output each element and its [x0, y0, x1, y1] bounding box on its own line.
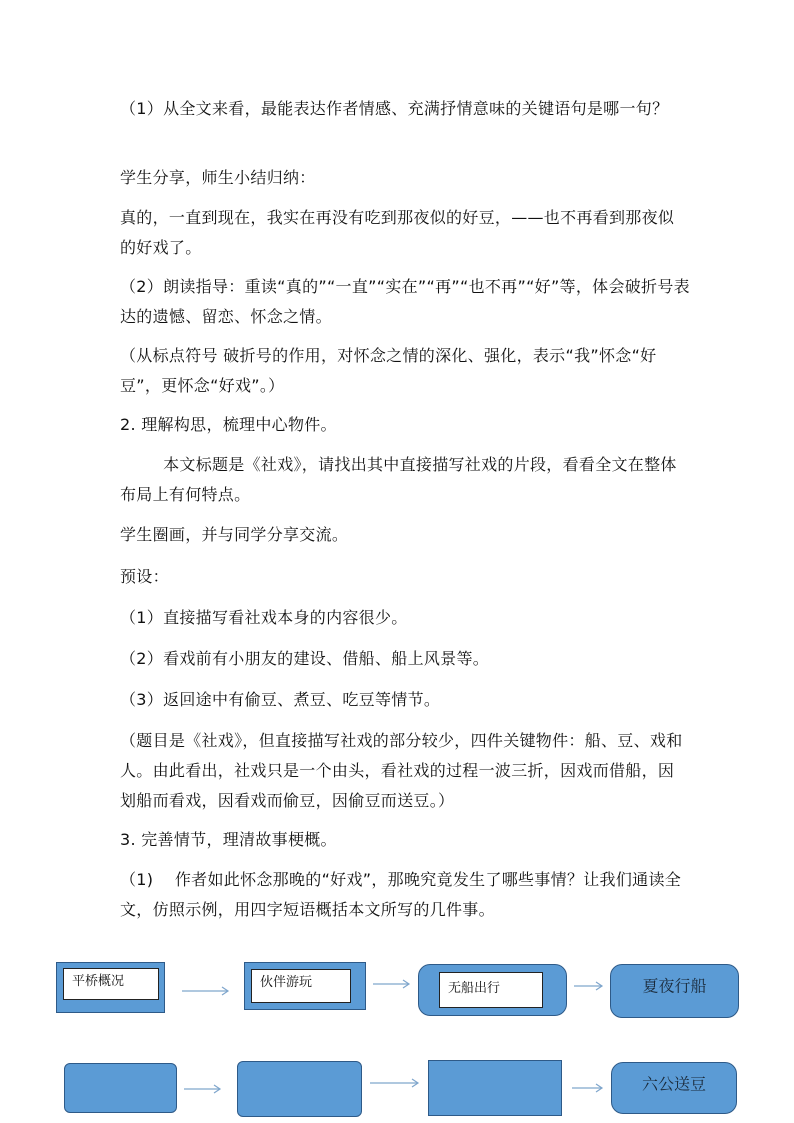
flow-box-3 [418, 964, 567, 1016]
flow-box-8-label: 六公送豆 [641, 1074, 706, 1094]
flow-box-1-label: 平桥概况 [63, 968, 159, 1000]
flow-box-2-label: 伙伴游玩 [251, 969, 351, 1003]
flow-box-4-label: 夏夜行船 [642, 976, 707, 996]
flow-box-1 [56, 962, 165, 1013]
flow-arrow-1 [182, 985, 232, 997]
punctuation-note: （从标点符号 破折号的作用，对怀念之情的深化、强化，表示“我”怀念“好豆”，更怀念“好戏”。） [120, 346, 657, 395]
student-share: 学生分享，师生小结归纳： [120, 168, 316, 187]
flow-arrow-2 [373, 978, 413, 990]
flow-arrow-3 [574, 980, 606, 992]
preset-item-2: （2）看戏前有小朋友的建设、借船、船上风景等。 [120, 649, 490, 668]
preset-label: 预设： [120, 567, 169, 586]
flow-box-3-label: 无船出行 [439, 972, 543, 1008]
section-3-heading: 3. 完善情节，理清故事梗概。 [120, 830, 337, 849]
title-analysis: （题目是《社戏》，但直接描写社戏的部分较少，四件关键物件：船、豆、戏和人。由此看出，社戏只是一个由头，看社戏的过程一波三折，因戏而借船，因划船而看戏，因看戏而偷豆，因偷豆而送豆。） [120, 731, 683, 810]
preset-item-3: （3）返回途中有偷豆、煮豆、吃豆等情节。 [120, 690, 441, 709]
flow-arrow-5 [370, 1077, 422, 1089]
flow-box-5 [64, 1063, 177, 1113]
flow-box-4 [610, 964, 739, 1018]
reading-guidance: （2）朗读指导：重读“真的”“一直”“实在”“再”“也不再”“好”等，体会破折号表达的遗憾、留恋、怀念之情。 [120, 277, 690, 326]
key-sentence: 真的，一直到现在，我实在再没有吃到那夜似的好豆，——也不再看到那夜似的好戏了。 [120, 208, 675, 257]
section-2-heading: 2. 理解构思，梳理中心物件。 [120, 415, 337, 434]
flow-box-7 [428, 1060, 562, 1116]
section-3-task: （1) 作者如此怀念那晚的“好戏”，那晚究竟发生了哪些事情？让我们通读全文，仿照示例，用四字短语概括本文所写的几件事。 [120, 870, 682, 919]
student-circle: 学生圈画，并与同学分享交流。 [120, 525, 349, 544]
flow-box-6 [237, 1061, 362, 1117]
preset-item-1: （1）直接描写看社戏本身的内容很少。 [120, 608, 408, 627]
section-2-task: 本文标题是《社戏》，请找出其中直接描写社戏的片段，看看全文在整体布局上有何特点。 [120, 455, 677, 504]
flow-arrow-6 [572, 1082, 606, 1094]
flow-box-2 [244, 962, 366, 1010]
question-1: （1）从全文来看，最能表达作者情感、充满抒情意味的关键语句是哪一句？ [120, 99, 669, 118]
flow-box-8 [611, 1062, 737, 1114]
flow-arrow-4 [184, 1083, 224, 1095]
